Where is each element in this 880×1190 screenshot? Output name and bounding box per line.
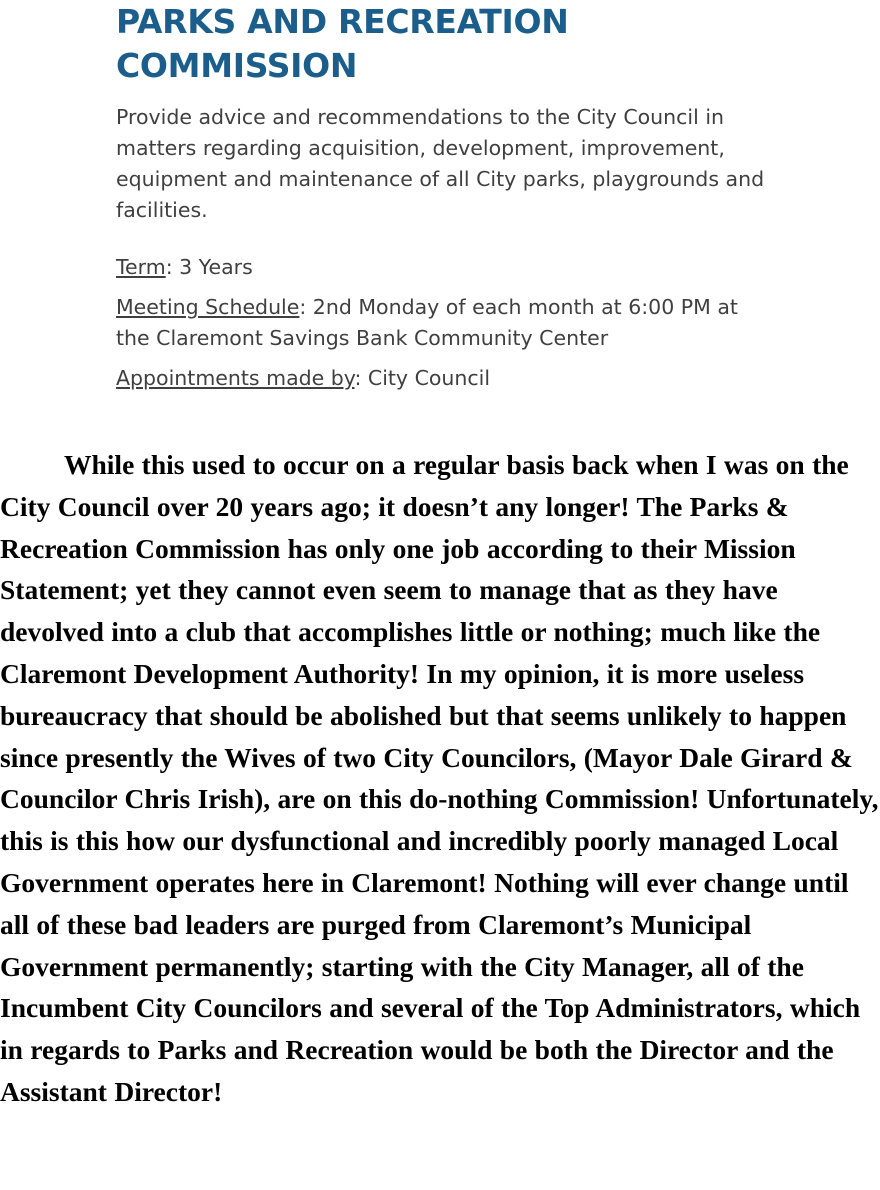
commission-meta-term-value: : 3 Years — [165, 255, 253, 279]
commission-meta-appointments-label: Appointments made by — [116, 366, 355, 390]
commission-title-line-1: PARKS AND RECREATION — [116, 2, 569, 41]
commission-meta-list — [116, 252, 796, 394]
commission-meta-term — [116, 252, 776, 283]
commission-meta-schedule — [116, 292, 776, 354]
commission-info-clipping — [116, 0, 796, 403]
commission-meta-appointments-value: : City Council — [354, 366, 491, 390]
essay-paragraph: While this used to occur on a regular basis back when I was on the City Council over 20 years ago; it doesn’t any longer! The Parks & Recreation Commission has only one job according to their Mission Statement; yet they cannot even seem to manage that as they have devolved into a club that accomplishes little or nothing; much like the Claremont Development Authority! In my opinion, it is more useless bureaucracy that should be abolished but that seems unlikely to happen since presently the Wives of two City Councilors, (Mayor Dale Girard & Councilor Chris Irish), are on this do-nothing Commission! Unfortunately, this is this how our dysfunctional and incredibly poorly managed Local Government operates here in Claremont! Nothing will ever change until all of these bad leaders are purged from Claremont’s Municipal Government permanently; starting with the City Manager, all of the Incumbent City Councilors and several of the Top Administrators, which in regards to Parks and Recreation would be both the Director and the Assistant Director! — [0, 449, 879, 1107]
commission-meta-schedule-label: Meeting Schedule — [116, 295, 300, 319]
essay-section — [0, 444, 880, 1113]
commission-meta-term-label: Term — [116, 255, 166, 279]
commission-meta-schedule-value: : 2nd Monday of each month at 6:00 PM at the Claremont Savings Bank Community Center — [116, 295, 738, 350]
commission-title — [116, 0, 796, 88]
commission-meta-appointments — [116, 363, 776, 394]
commission-description: Provide advice and recommendations to the City Council in matters regarding acquisition, development, improvement, equipment and maintenance of all City parks, playgrounds and facilities. — [116, 105, 765, 222]
commission-title-line-2: COMMISSION — [116, 46, 358, 85]
